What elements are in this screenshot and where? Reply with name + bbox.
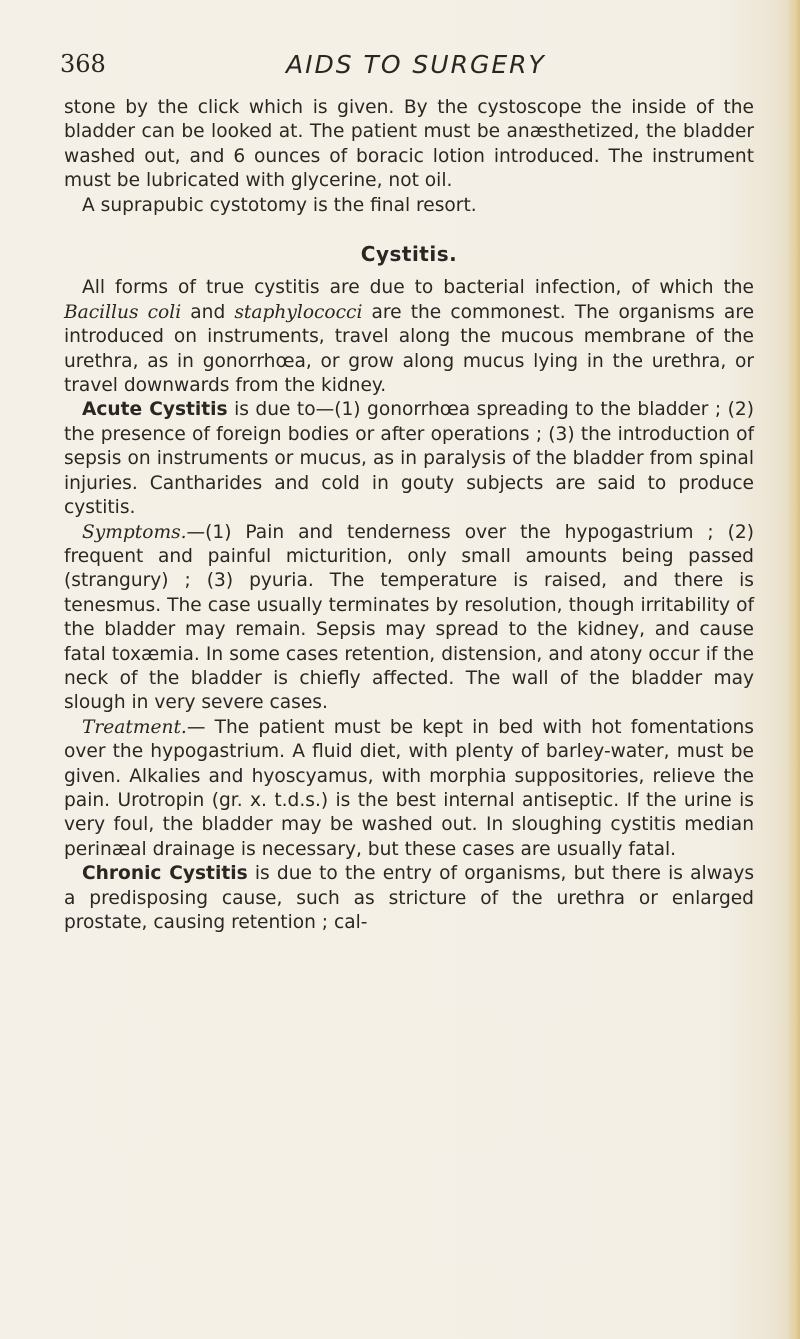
text-run: are the commonest. The organisms are introduced on instruments, travel along the mucous membrane of the urethra, as in gonorrhœa, or grow along mucus lying in the urethra, or travel downwards from the kidney.: [64, 301, 755, 397]
paragraph-cystotomy: A suprapubic cystotomy is the final resort.: [82, 194, 477, 216]
running-title: AIDS TO SURGERY: [286, 50, 546, 79]
paragraph-chronic-cystitis: [64, 862, 754, 935]
text-run: and: [181, 301, 235, 323]
text-run: — The patient must be kept in bed with hot fomentations over the hypogastrium. A fluid diet, with plenty of barley-water, must be given. Alkalies and hyoscyamus, with morphia suppositories, relieve the pain. Urotropin (gr. x. t.d.s.) is the best internal antiseptic. If the urine is very foul, the bladder may be washed out. In sloughing cystitis median perinæal drainage is necessary, but these cases are usually fatal.: [64, 716, 754, 860]
italic-staphylococci: staphylococci: [234, 301, 363, 323]
paragraph-cystitis-intro: [64, 276, 754, 398]
paragraph-acute-cystitis: [64, 398, 754, 520]
run-in-heading-chronic-cystitis: Chronic Cystitis: [82, 863, 248, 885]
run-in-heading-acute-cystitis: Acute Cystitis: [82, 399, 228, 421]
text-run: is due to—(1) gonorrhœa spreading to the bladder ; (2) the presence of foreign bodies or after operations ; (3) the introduction of sepsis on instruments or mucus, as in paralysis of the bladder from spinal injuries. Cantharides and cold in gouty subjects are said to produce cystitis.: [64, 399, 754, 519]
run-in-heading-symptoms: Symptoms.: [82, 521, 187, 543]
text-run: All forms of true cystitis are due to bacterial infection, of which the: [82, 277, 754, 299]
paragraph-treatment: [64, 716, 754, 862]
italic-bacillus-coli: Bacillus coli: [64, 301, 182, 323]
section-heading-cystitis: Cystitis.: [360, 242, 458, 267]
run-in-heading-treatment: Treatment.: [82, 716, 187, 738]
paragraph-cystoscope: stone by the click which is given. By the cystoscope the inside of the bladder can be looked at. The patient must be anæsthetized, the bladder washed out, and 6 ounces of boracic lotion introduced. The instrument must be lubricated with glycerine, not oil.: [64, 97, 754, 192]
body-text: [64, 96, 754, 935]
text-run: —(1) Pain and tenderness over the hypogastrium ; (2) frequent and painful micturition, only small amounts being passed (strangury) ; (3) pyuria. The temperature is raised, and there is tenesmus. The case usually terminates by resolution, though irritability of the bladder may remain. Sepsis may spread to the kidney, and cause fatal toxæmia. In some cases retention, distension, and atony occur if the neck of the bladder is chiefly affected. The wall of the bladder may slough in very severe cases.: [64, 521, 754, 714]
text-run: is due to the entry of organisms, but there is always a predisposing cause, such as stricture of the urethra or enlarged prostate, causing retention ; cal-: [64, 863, 755, 933]
page-number: 368: [60, 50, 106, 78]
paragraph-symptoms: [64, 521, 754, 716]
page-header: [60, 50, 760, 90]
page-edge: [786, 0, 800, 1339]
